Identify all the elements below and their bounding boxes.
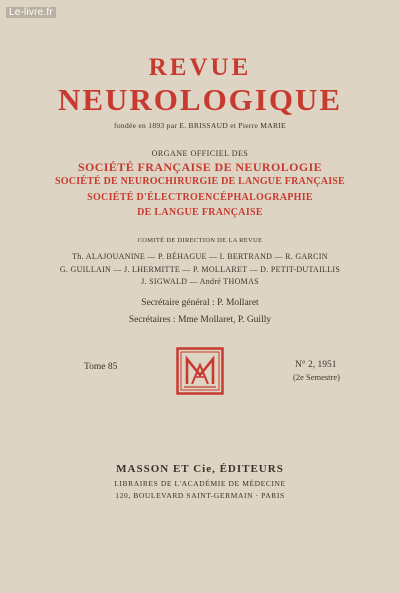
title-line-2: NEUROLOGIQUE [57,82,343,117]
committee-line: J. SIGWALD — André THOMAS [141,277,259,286]
founded-by: fondée en 1893 par E. BRISSAUD et Pierre MARIE [114,121,286,130]
watermark-stamp: Le-livre.fr [6,7,56,18]
issue-semester: (2e Semestre) [293,372,340,382]
publisher-libraires: LIBRAIRES DE L'ACADÉMIE DE MÉDECINE [114,479,286,488]
organ-label: ORGANE OFFICIEL DES [151,149,249,158]
publisher-name: MASSON ET Cie, ÉDITEURS [116,463,284,475]
society-1: SOCIÉTÉ FRANÇAISE DE NEUROLOGIE [77,160,323,174]
society-2: SOCIÉTÉ DE NEUROCHIRURGIE DE LANGUE FRANÇAISE [55,176,345,187]
committee-line: G. GUILLAIN — J. LHERMITTE — P. MOLLARET — D. PETIT-DUTAILLIS [59,264,341,274]
committee-label: COMITÉ DE DIRECTION DE LA REVUE [137,237,263,244]
title-line-1: REVUE [148,54,252,81]
publisher-address: 120, BOULEVARD SAINT-GERMAIN · PARIS [115,491,285,500]
issue-number: N° 2, 1951 [295,360,337,370]
committee-names [0,251,400,289]
society-4: DE LANGUE FRANÇAISE [137,207,263,218]
general-secretary: Secrétaire général : P. Mollaret [141,298,259,308]
secretaries: Secrétaires : Mme Mollaret, P. Guilly [128,315,272,325]
publisher-monogram-icon [176,347,224,395]
committee-line: Th. ALAJOUANINE — P. BÉHAGUE — I. BERTRAND — R. GARCIN [72,252,328,261]
society-3: SOCIÉTÉ D'ÉLECTROENCÉPHALOGRAPHIE [87,192,313,203]
tome-number: Tome 85 [84,362,118,372]
